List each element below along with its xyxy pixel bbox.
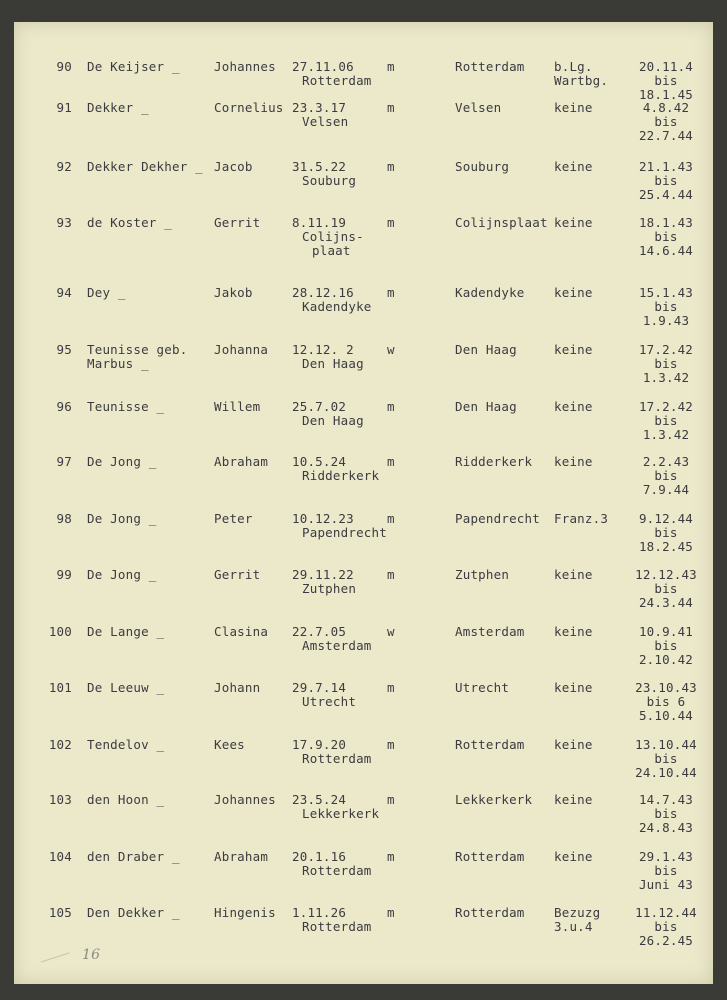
camp-info: keine: [554, 792, 593, 807]
period-line: 12.12.43: [635, 567, 697, 582]
birth-date: 10.5.24: [292, 454, 347, 469]
period-line: 2.10.42: [638, 652, 694, 667]
camp-info: keine: [554, 399, 593, 414]
period-line: bis 6: [646, 694, 686, 709]
surname: Marbus _: [87, 356, 149, 371]
given-name: Johannes: [214, 59, 276, 74]
sex: m: [387, 905, 395, 920]
given-name: Cornelius: [214, 100, 284, 115]
given-name: Gerrit: [214, 215, 261, 230]
sex: m: [387, 511, 395, 526]
birthplace: Papendrecht: [302, 525, 387, 540]
birthplace: Rotterdam: [302, 73, 372, 88]
surname: Dekker Dekher _: [87, 159, 203, 174]
birth-date: 23.5.24: [292, 792, 347, 807]
period-line: 21.1.43: [638, 159, 694, 174]
camp-info: keine: [554, 159, 593, 174]
period-line: bis: [654, 356, 678, 371]
entry-number: 103: [48, 792, 72, 807]
residence: Colijnsplaat: [455, 215, 548, 230]
birth-date: 8.11.19: [292, 215, 347, 230]
camp-info: Wartbg.: [554, 73, 609, 88]
surname: de Koster _: [87, 215, 172, 230]
birthplace: Den Haag: [302, 356, 364, 371]
period-line: 9.12.44: [638, 511, 694, 526]
camp-info: Franz.3: [554, 511, 609, 526]
period-line: Juni 43: [638, 877, 694, 892]
birthplace: Zutphen: [302, 581, 357, 596]
birthplace: Ridderkerk: [302, 468, 380, 483]
surname: Tendelov _: [87, 737, 165, 752]
period-line: bis: [654, 114, 678, 129]
period-line: 24.10.44: [635, 765, 697, 780]
camp-info: keine: [554, 624, 593, 639]
table-row: [14, 567, 713, 623]
sex: m: [387, 285, 395, 300]
sex: m: [387, 454, 395, 469]
sex: m: [387, 792, 395, 807]
residence: Rotterdam: [455, 849, 525, 864]
residence: Utrecht: [455, 680, 510, 695]
given-name: Gerrit: [214, 567, 261, 582]
page-number-handwritten: 16: [82, 947, 101, 963]
residence: Kadendyke: [455, 285, 525, 300]
birth-date: 29.7.14: [292, 680, 347, 695]
table-row: [14, 792, 713, 848]
birth-date: 23.3.17: [292, 100, 347, 115]
birth-date: 17.9.20: [292, 737, 347, 752]
period-line: bis: [654, 638, 678, 653]
birth-date: 31.5.22: [292, 159, 347, 174]
entry-number: 93: [56, 215, 72, 230]
period-line: 11.12.44: [635, 905, 697, 920]
camp-info: keine: [554, 737, 593, 752]
sex: m: [387, 849, 395, 864]
period-line: 20.11.4: [638, 59, 694, 74]
given-name: Peter: [214, 511, 253, 526]
birthplace: Kadendyke: [302, 299, 372, 314]
given-name: Abraham: [214, 454, 269, 469]
given-name: Johannes: [214, 792, 276, 807]
entry-number: 90: [56, 59, 72, 74]
period-line: bis: [654, 806, 678, 821]
surname: Teunisse _: [87, 399, 165, 414]
period-line: 18.1.43: [638, 215, 694, 230]
sex: m: [387, 159, 395, 174]
given-name: Kees: [214, 737, 245, 752]
entry-number: 98: [56, 511, 72, 526]
camp-info: Bezuzg: [554, 905, 601, 920]
period-line: bis: [654, 173, 678, 188]
surname: den Hoon _: [87, 792, 165, 807]
camp-info: keine: [554, 454, 593, 469]
entry-number: 92: [56, 159, 72, 174]
sex: m: [387, 399, 395, 414]
period-line: 4.8.42: [642, 100, 690, 115]
surname: De Lange _: [87, 624, 165, 639]
surname: Dekker _: [87, 100, 149, 115]
period-line: bis: [654, 581, 678, 596]
table-row: [14, 399, 713, 455]
entry-number: 91: [56, 100, 72, 115]
residence: Den Haag: [455, 342, 517, 357]
period-line: 7.9.44: [642, 482, 690, 497]
entry-number: 99: [56, 567, 72, 582]
surname: De Jong _: [87, 454, 157, 469]
residence: Velsen: [455, 100, 502, 115]
surname: Dey _: [87, 285, 126, 300]
birth-date: 29.11.22: [292, 567, 354, 582]
given-name: Jakob: [214, 285, 253, 300]
residence: Papendrecht: [455, 511, 540, 526]
birth-date: 20.1.16: [292, 849, 347, 864]
birth-date: 10.12.23: [292, 511, 354, 526]
camp-info: keine: [554, 342, 593, 357]
period-line: 17.2.42: [638, 399, 694, 414]
period-line: 1.9.43: [642, 313, 690, 328]
period-line: 5.10.44: [638, 708, 694, 723]
camp-info: keine: [554, 680, 593, 695]
period-line: bis: [654, 413, 678, 428]
birthplace: Den Haag: [302, 413, 364, 428]
entry-number: 101: [48, 680, 72, 695]
birthplace: Rotterdam: [302, 751, 372, 766]
period-line: bis: [654, 525, 678, 540]
period-line: 17.2.42: [638, 342, 694, 357]
sex: m: [387, 680, 395, 695]
table-row: [14, 159, 713, 215]
period-line: 14.6.44: [638, 243, 694, 258]
entry-number: 100: [48, 624, 72, 639]
given-name: Clasina: [214, 624, 269, 639]
birthplace: Lekkerkerk: [302, 806, 380, 821]
period-line: bis: [654, 229, 678, 244]
birth-date: 22.7.05: [292, 624, 347, 639]
given-name: Johann: [214, 680, 261, 695]
period-line: 22.7.44: [638, 128, 694, 143]
given-name: Johanna: [214, 342, 269, 357]
sex: m: [387, 737, 395, 752]
period-line: 14.7.43: [638, 792, 694, 807]
camp-info: keine: [554, 849, 593, 864]
entry-number: 97: [56, 454, 72, 469]
sex: m: [387, 215, 395, 230]
table-row: [14, 511, 713, 567]
residence: Ridderkerk: [455, 454, 533, 469]
entry-number: 95: [56, 342, 72, 357]
residence: Den Haag: [455, 399, 517, 414]
sex: w: [387, 342, 395, 357]
residence: Rotterdam: [455, 59, 525, 74]
document-page: [14, 22, 713, 984]
given-name: Hingenis: [214, 905, 276, 920]
surname: Teunisse geb.: [87, 342, 188, 357]
period-line: 1.3.42: [642, 370, 690, 385]
entry-number: 104: [48, 849, 72, 864]
surname: den Draber _: [87, 849, 180, 864]
sex: m: [387, 100, 395, 115]
entry-number: 105: [48, 905, 72, 920]
period-line: bis: [654, 299, 678, 314]
entry-number: 96: [56, 399, 72, 414]
camp-info: b.Lg.: [554, 59, 593, 74]
period-line: 24.3.44: [638, 595, 694, 610]
period-line: 1.3.42: [642, 427, 690, 442]
camp-info: keine: [554, 215, 593, 230]
birth-date: 27.11.06: [292, 59, 354, 74]
table-row: [14, 285, 713, 341]
period-line: 18.2.45: [638, 539, 694, 554]
birthplace: Velsen: [302, 114, 349, 129]
table-row: [14, 849, 713, 905]
sex: m: [387, 567, 395, 582]
surname: De Keijser _: [87, 59, 180, 74]
surname: Den Dekker _: [87, 905, 180, 920]
birthplace: Rotterdam: [302, 919, 372, 934]
surname: De Jong _: [87, 567, 157, 582]
surname: De Leeuw _: [87, 680, 165, 695]
given-name: Abraham: [214, 849, 269, 864]
period-line: 23.10.43: [635, 680, 697, 695]
camp-info: keine: [554, 100, 593, 115]
period-line: bis: [654, 751, 678, 766]
residence: Lekkerkerk: [455, 792, 533, 807]
period-line: 15.1.43: [638, 285, 694, 300]
residence: Zutphen: [455, 567, 510, 582]
given-name: Willem: [214, 399, 261, 414]
period-line: bis: [654, 468, 678, 483]
sex: m: [387, 59, 395, 74]
surname: De Jong _: [87, 511, 157, 526]
period-line: bis: [654, 73, 678, 88]
period-line: 13.10.44: [635, 737, 697, 752]
table-row: [14, 905, 713, 961]
table-row: [14, 624, 713, 680]
birthplace: Utrecht: [302, 694, 357, 709]
entry-number: 94: [56, 285, 72, 300]
birth-date: 12.12. 2: [292, 342, 354, 357]
birthplace: Colijns-: [302, 229, 364, 244]
birth-date: 28.12.16: [292, 285, 354, 300]
table-row: [14, 215, 713, 271]
period-line: 26.2.45: [638, 933, 694, 948]
camp-info: keine: [554, 285, 593, 300]
table-row: [14, 342, 713, 398]
camp-info: keine: [554, 567, 593, 582]
birthplace: Amsterdam: [302, 638, 372, 653]
period-line: bis: [654, 863, 678, 878]
period-line: 24.8.43: [638, 820, 694, 835]
birthplace: plaat: [312, 243, 351, 258]
table-row: [14, 737, 713, 793]
residence: Souburg: [455, 159, 510, 174]
table-row: [14, 680, 713, 736]
period-line: 25.4.44: [638, 187, 694, 202]
residence: Rotterdam: [455, 737, 525, 752]
period-line: 18.1.45: [638, 87, 694, 102]
period-line: bis: [654, 919, 678, 934]
residence: Rotterdam: [455, 905, 525, 920]
birth-date: 1.11.26: [292, 905, 347, 920]
camp-info: 3.u.4: [554, 919, 593, 934]
residence: Amsterdam: [455, 624, 525, 639]
given-name: Jacob: [214, 159, 253, 174]
birthplace: Souburg: [302, 173, 357, 188]
birth-date: 25.7.02: [292, 399, 347, 414]
period-line: 2.2.43: [642, 454, 690, 469]
sex: w: [387, 624, 395, 639]
table-row: [14, 454, 713, 510]
period-line: 29.1.43: [638, 849, 694, 864]
entry-number: 102: [48, 737, 72, 752]
table-row: [14, 100, 713, 156]
period-line: 10.9.41: [638, 624, 694, 639]
birthplace: Rotterdam: [302, 863, 372, 878]
